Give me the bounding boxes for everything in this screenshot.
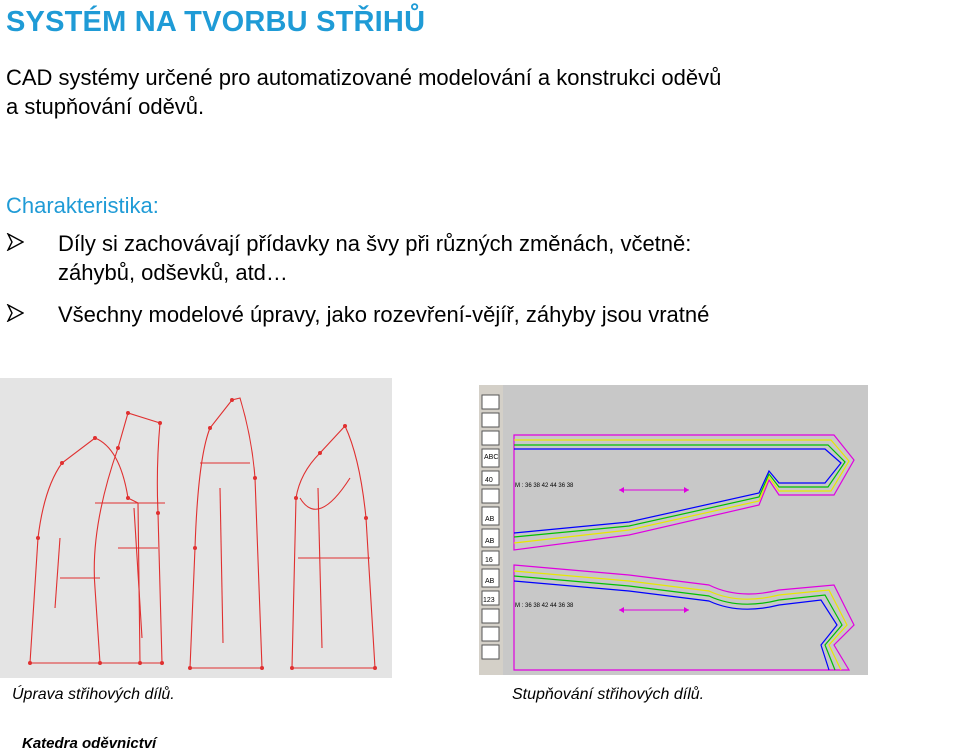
arrow-bullet-icon: [6, 233, 24, 251]
pattern-edit-figure: [0, 378, 392, 678]
toolbar-badge-ab-1: AB: [485, 516, 495, 523]
upper-size-label: M : 36 38 42 44 36 38: [515, 483, 574, 489]
left-figure-caption: Úprava střihových dílů.: [12, 686, 175, 703]
toolbar-badge-ab-3: AB: [485, 578, 495, 585]
toolbar-badge-123: 123: [483, 597, 495, 604]
grading-cad-window: [479, 385, 868, 675]
page-title: SYSTÉM NA TVORBU STŘIHŮ: [6, 6, 426, 38]
lower-graded-piece: [514, 565, 854, 670]
characteristics-label: Charakteristika:: [6, 193, 159, 218]
toolbar-badge-16: 16: [485, 557, 493, 564]
intro-text: [6, 63, 956, 121]
toolbar-badge-abc: ABC: [484, 454, 499, 461]
lower-size-label: M : 36 38 42 44 36 38: [515, 603, 574, 609]
bullet-1-line-1: Díly si zachovávají přídavky na švy při různých změnách, včetně:: [58, 231, 692, 256]
arrow-bullet-icon: [6, 304, 24, 322]
toolbar-badge-40: 40: [485, 477, 493, 484]
grading-figure: [479, 385, 868, 675]
footer-department: Katedra oděvnictví: [22, 735, 157, 752]
intro-line-1: CAD systémy určené pro automatizované modelování a konstrukci oděvů: [6, 65, 722, 90]
pattern-pieces-drawing: [0, 378, 392, 678]
intro-line-2: a stupňování oděvů.: [6, 94, 205, 119]
toolbar-badge-ab-2: AB: [485, 538, 495, 545]
bullet-2-line-1: Všechny modelové úpravy, jako rozevření-vějíř, záhyby jsou vratné: [58, 302, 710, 327]
right-figure-caption: Stupňování střihových dílů.: [512, 686, 705, 703]
bullet-1-line-2: záhybů, odševků, atd…: [58, 260, 288, 285]
